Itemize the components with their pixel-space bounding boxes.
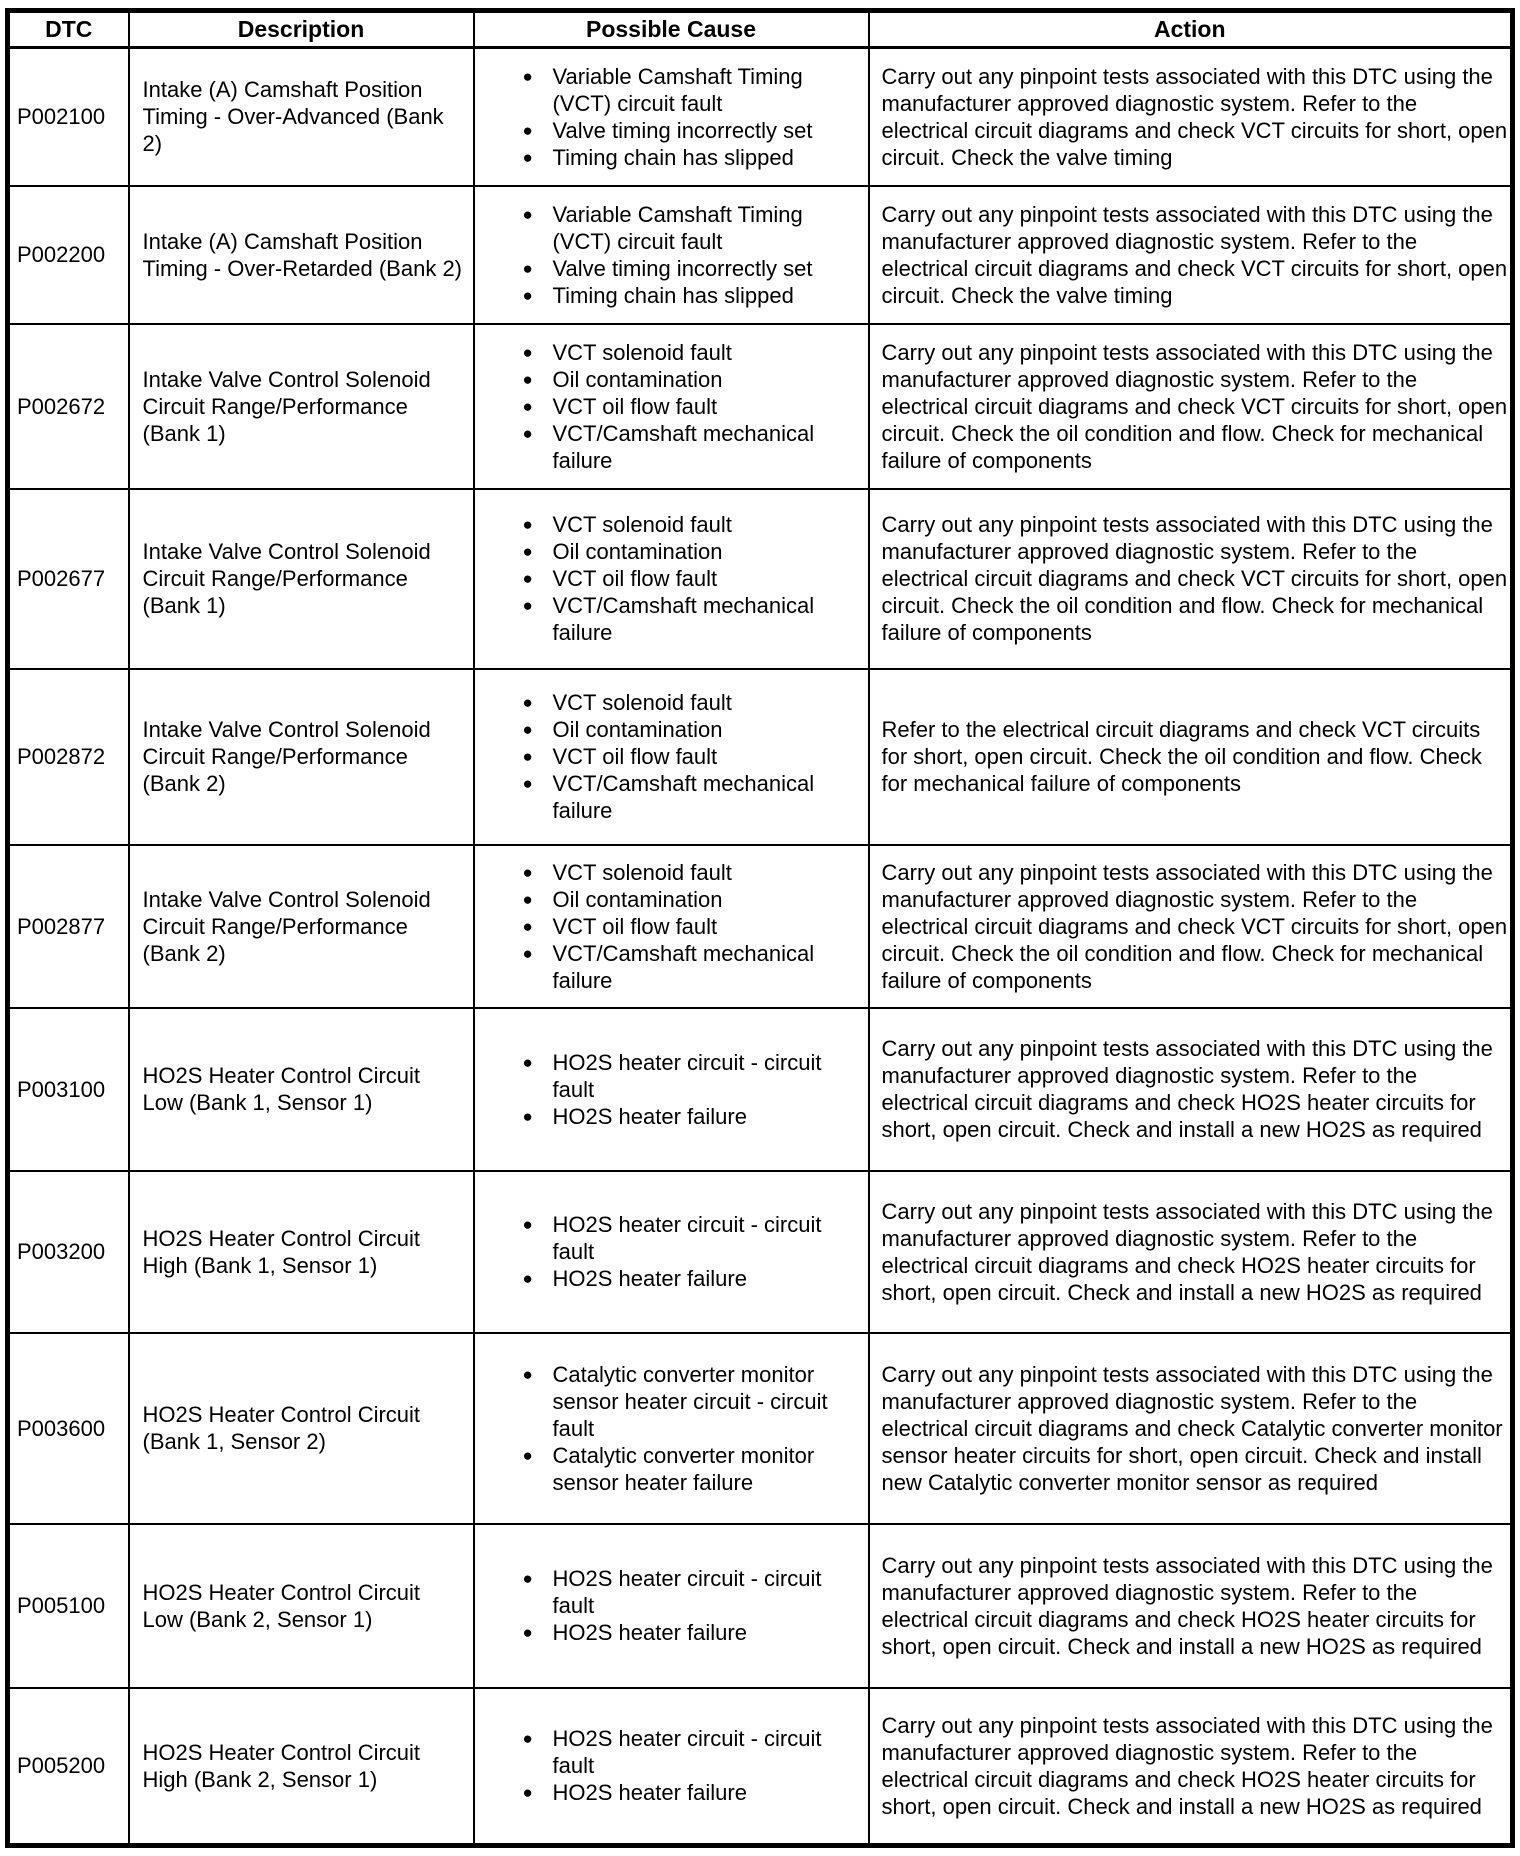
possible-cause-item: ● VCT oil flow fault (523, 743, 864, 770)
possible-cause-item: ● VCT solenoid fault (523, 339, 864, 366)
possible-cause-item: ● Oil contamination (523, 886, 864, 913)
possible-cause-list (475, 1211, 864, 1292)
possible-cause-item: ● HO2S heater failure (523, 1619, 864, 1646)
possible-cause-list (475, 339, 864, 474)
description-text: Intake Valve Control Solenoid Circuit Range/Performance (Bank 2) (142, 886, 431, 966)
action-cell: Carry out any pinpoint tests associated with this DTC using the manufacturer approved diagnostic system. Refer to the electrical circuit diagrams and check VCT circuits for short, open circuit. Check the oil condition and flow. Check for mechanical failure of components (869, 845, 1513, 1008)
description-cell (129, 1171, 474, 1333)
possible-cause-cell (474, 186, 869, 324)
possible-cause-cell (474, 1008, 869, 1171)
possible-cause-item: ● VCT/Camshaft mechanical failure (523, 940, 864, 994)
possible-cause-item: ● VCT oil flow fault (523, 913, 864, 940)
dtc-code-cell: P002877 (8, 845, 129, 1008)
table-row (8, 324, 1513, 489)
dtc-code-cell: P005100 (8, 1524, 129, 1688)
possible-cause-item: ● VCT/Camshaft mechanical failure (523, 420, 864, 474)
dtc-code-cell: P002200 (8, 186, 129, 324)
column-header-action: Action (869, 11, 1513, 48)
possible-cause-item: ● Catalytic converter monitor sensor heater circuit - circuit fault (523, 1361, 864, 1442)
possible-cause-item: ● Valve timing incorrectly set (523, 117, 864, 144)
possible-cause-item: ● HO2S heater failure (523, 1265, 864, 1292)
dtc-code-cell: P003200 (8, 1171, 129, 1333)
dtc-code-cell: P002872 (8, 669, 129, 845)
description-cell (129, 48, 474, 186)
table-row (8, 186, 1513, 324)
dtc-code-cell: P003100 (8, 1008, 129, 1171)
possible-cause-item: ● Variable Camshaft Timing (VCT) circuit fault (523, 201, 864, 255)
action-cell: Carry out any pinpoint tests associated with this DTC using the manufacturer approved diagnostic system. Refer to the electrical circuit diagrams and check HO2S heater circuits for short, open circuit. Check and install a new HO2S as required (869, 1171, 1513, 1333)
action-cell: Carry out any pinpoint tests associated with this DTC using the manufacturer approved diagnostic system. Refer to the electrical circuit diagrams and check HO2S heater circuits for short, open circuit. Check and install a new HO2S as required (869, 1008, 1513, 1171)
dtc-code-cell: P002672 (8, 324, 129, 489)
column-header-dtc: DTC (8, 11, 129, 48)
possible-cause-item: ● VCT oil flow fault (523, 393, 864, 420)
possible-cause-item: ● Catalytic converter monitor sensor heater failure (523, 1442, 864, 1496)
possible-cause-list (475, 511, 864, 646)
description-text: HO2S Heater Control Circuit (Bank 1, Sensor 2) (142, 1402, 421, 1454)
possible-cause-item: ● HO2S heater failure (523, 1103, 864, 1130)
description-text: HO2S Heater Control Circuit High (Bank 2, Sensor 1) (142, 1739, 421, 1792)
description-text: HO2S Heater Control Circuit Low (Bank 2, Sensor 1) (142, 1579, 421, 1632)
action-cell: Carry out any pinpoint tests associated with this DTC using the manufacturer approved diagnostic system. Refer to the electrical circuit diagrams and check Catalytic converter monitor sensor heater circuits for short, open circuit. Check and install new Catalytic converter monitor sensor as required (869, 1333, 1513, 1524)
dtc-code-cell: P005200 (8, 1688, 129, 1846)
dtc-code-cell: P002677 (8, 489, 129, 669)
possible-cause-item: ● Timing chain has slipped (523, 282, 864, 309)
possible-cause-cell (474, 1333, 869, 1524)
action-cell: Carry out any pinpoint tests associated with this DTC using the manufacturer approved diagnostic system. Refer to the electrical circuit diagrams and check VCT circuits for short, open circuit. Check the oil condition and flow. Check for mechanical failure of components (869, 489, 1513, 669)
possible-cause-item: ● Timing chain has slipped (523, 144, 864, 171)
action-cell: Carry out any pinpoint tests associated with this DTC using the manufacturer approved diagnostic system. Refer to the electrical circuit diagrams and check VCT circuits for short, open circuit. Check the valve timing (869, 48, 1513, 186)
description-text: Intake Valve Control Solenoid Circuit Range/Performance (Bank 1) (142, 366, 431, 446)
possible-cause-item: ● HO2S heater circuit - circuit fault (523, 1725, 864, 1779)
column-header-possible-cause: Possible Cause (474, 11, 869, 48)
possible-cause-item: ● HO2S heater circuit - circuit fault (523, 1565, 864, 1619)
possible-cause-list (475, 859, 864, 994)
description-cell (129, 669, 474, 845)
possible-cause-item: ● Oil contamination (523, 716, 864, 743)
possible-cause-list (475, 1049, 864, 1130)
table-row (8, 1688, 1513, 1846)
dtc-code-cell: P002100 (8, 48, 129, 186)
table-row (8, 1333, 1513, 1524)
possible-cause-cell (474, 489, 869, 669)
action-cell: Carry out any pinpoint tests associated with this DTC using the manufacturer approved diagnostic system. Refer to the electrical circuit diagrams and check VCT circuits for short, open circuit. Check the valve timing (869, 186, 1513, 324)
possible-cause-cell (474, 324, 869, 489)
dtc-table-header (8, 11, 1513, 48)
description-cell (129, 845, 474, 1008)
table-row (8, 1008, 1513, 1171)
possible-cause-list (475, 201, 864, 309)
possible-cause-item: ● Valve timing incorrectly set (523, 255, 864, 282)
possible-cause-item: ● VCT/Camshaft mechanical failure (523, 592, 864, 646)
table-row (8, 669, 1513, 845)
possible-cause-item: ● VCT solenoid fault (523, 689, 864, 716)
possible-cause-item: ● VCT solenoid fault (523, 511, 864, 538)
possible-cause-list (475, 1361, 864, 1496)
possible-cause-list (475, 1565, 864, 1646)
possible-cause-item: ● HO2S heater circuit - circuit fault (523, 1211, 864, 1265)
column-header-description: Description (129, 11, 474, 48)
table-row (8, 845, 1513, 1008)
possible-cause-list (475, 689, 864, 824)
possible-cause-cell (474, 1171, 869, 1333)
description-text: Intake Valve Control Solenoid Circuit Range/Performance (Bank 1) (142, 539, 431, 618)
possible-cause-cell (474, 669, 869, 845)
possible-cause-cell (474, 845, 869, 1008)
description-text: Intake (A) Camshaft Position Timing - Over-Retarded (Bank 2) (142, 228, 463, 281)
possible-cause-list (475, 1725, 864, 1806)
possible-cause-item: ● Variable Camshaft Timing (VCT) circuit fault (523, 63, 864, 117)
possible-cause-item: ● HO2S heater circuit - circuit fault (523, 1049, 864, 1103)
possible-cause-item: ● HO2S heater failure (523, 1779, 864, 1806)
table-row (8, 1171, 1513, 1333)
dtc-table (5, 8, 1515, 1848)
table-row (8, 48, 1513, 186)
description-text: HO2S Heater Control Circuit High (Bank 1, Sensor 1) (142, 1225, 421, 1278)
description-cell (129, 1688, 474, 1846)
possible-cause-cell (474, 1524, 869, 1688)
action-cell: Refer to the electrical circuit diagrams and check VCT circuits for short, open circuit. Check the oil condition and flow. Check for mechanical failure of components (869, 669, 1513, 845)
description-text: Intake (A) Camshaft Position Timing - Over-Advanced (Bank 2) (142, 77, 444, 157)
possible-cause-item: ● VCT oil flow fault (523, 565, 864, 592)
possible-cause-list (475, 63, 864, 171)
possible-cause-item: ● Oil contamination (523, 366, 864, 393)
dtc-code-cell: P003600 (8, 1333, 129, 1524)
description-cell (129, 1008, 474, 1171)
header-row (8, 11, 1513, 48)
possible-cause-item: ● VCT solenoid fault (523, 859, 864, 886)
possible-cause-item: ● VCT/Camshaft mechanical failure (523, 770, 864, 824)
description-cell (129, 186, 474, 324)
description-cell (129, 1333, 474, 1524)
table-row (8, 489, 1513, 669)
action-cell: Carry out any pinpoint tests associated with this DTC using the manufacturer approved diagnostic system. Refer to the electrical circuit diagrams and check HO2S heater circuits for short, open circuit. Check and install a new HO2S as required (869, 1688, 1513, 1846)
table-row (8, 1524, 1513, 1688)
description-cell (129, 489, 474, 669)
possible-cause-item: ● Oil contamination (523, 538, 864, 565)
possible-cause-cell (474, 1688, 869, 1846)
action-cell: Carry out any pinpoint tests associated with this DTC using the manufacturer approved diagnostic system. Refer to the electrical circuit diagrams and check VCT circuits for short, open circuit. Check the oil condition and flow. Check for mechanical failure of components (869, 324, 1513, 489)
description-cell (129, 1524, 474, 1688)
description-cell (129, 324, 474, 489)
dtc-table-body (8, 48, 1513, 1846)
possible-cause-cell (474, 48, 869, 186)
action-cell: Carry out any pinpoint tests associated with this DTC using the manufacturer approved diagnostic system. Refer to the electrical circuit diagrams and check HO2S heater circuits for short, open circuit. Check and install a new HO2S as required (869, 1524, 1513, 1688)
description-text: HO2S Heater Control Circuit Low (Bank 1, Sensor 1) (142, 1063, 421, 1115)
description-text: Intake Valve Control Solenoid Circuit Range/Performance (Bank 2) (142, 717, 431, 796)
